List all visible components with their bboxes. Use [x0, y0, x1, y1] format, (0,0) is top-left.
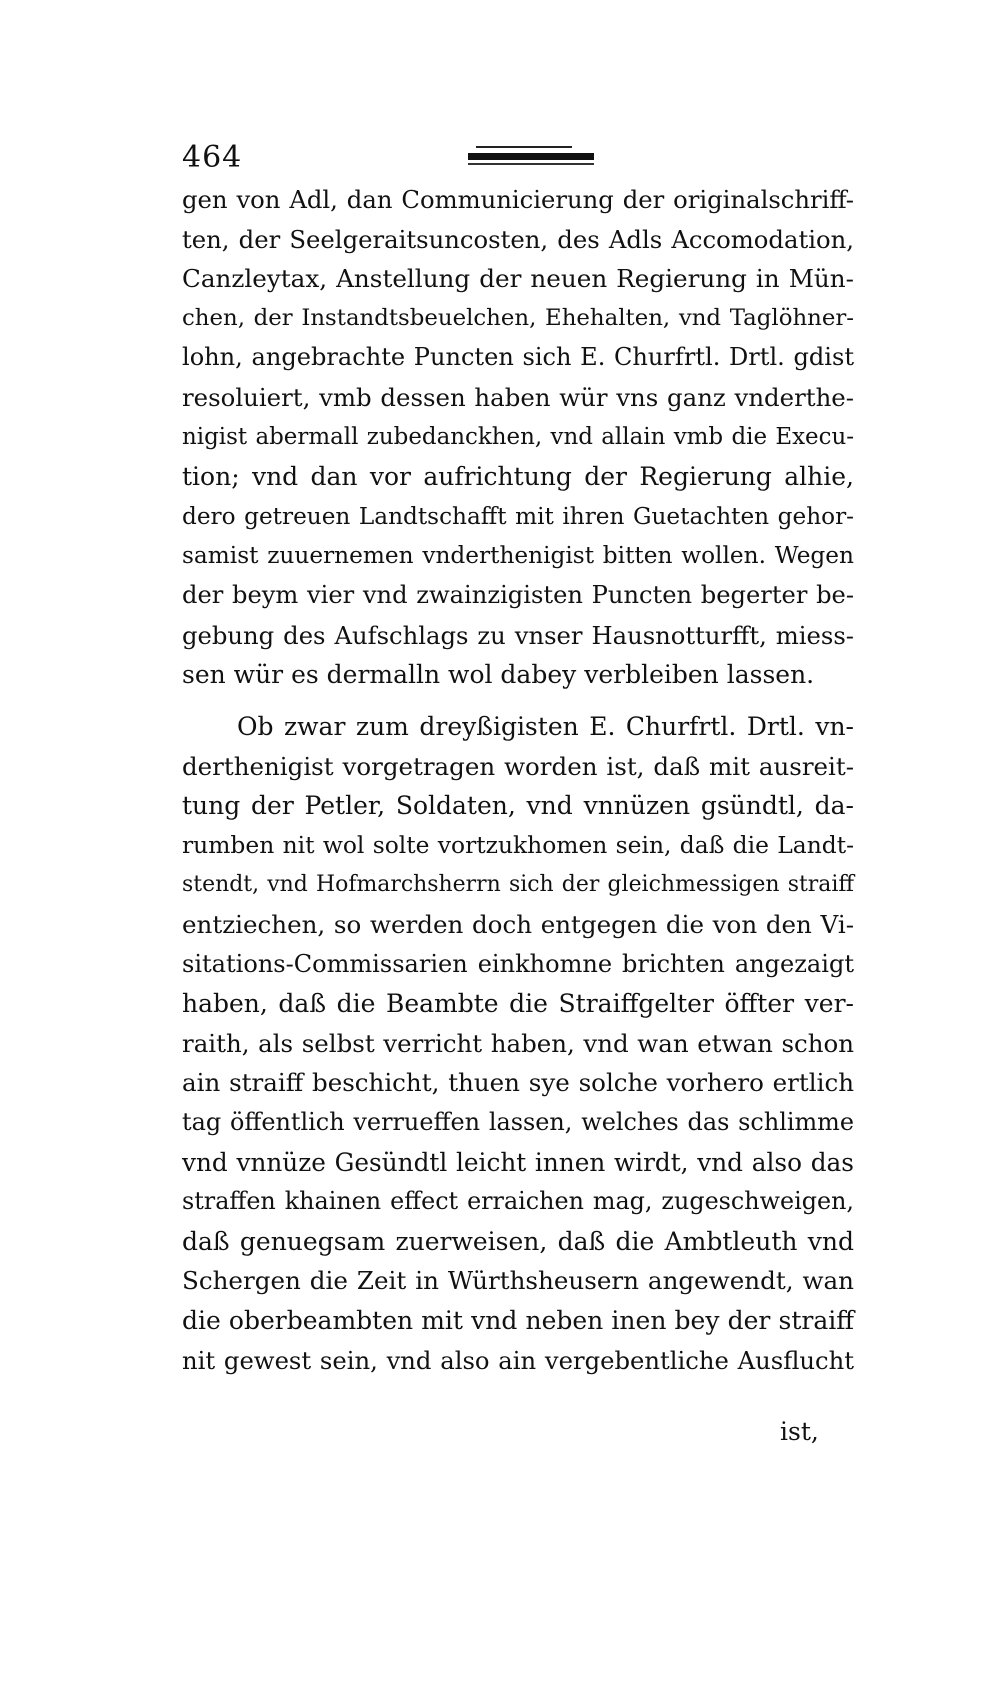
text-line: sitations-Commissarien einkhomne brichten angezaigt [182, 949, 854, 978]
text-line: rumben nit wol solte vortzukhomen sein, daß die Landt- [182, 830, 854, 859]
text-line: gebung des Aufschlags zu vnser Hausnotturfft, miess- [182, 620, 854, 650]
text-line: daß genuegsam zuerweisen, daß die Ambtleuth vnd [182, 1226, 854, 1256]
text-line: chen, der Instandtsbeuelchen, Ehehalten, vnd Taglöhner- [182, 304, 854, 331]
text-line: lohn, angebrachte Puncten sich E. Churfrtl. Drtl. gdist [182, 343, 854, 372]
text-line: vnd vnnüze Gesündtl leicht innen wirdt, vnd also das [182, 1147, 854, 1177]
text-line: tung der Petler, Soldaten, vnd vnnüzen gsündtl, da- [182, 791, 854, 821]
text-line: gen von Adl, dan Communicierung der originalschriff- [182, 185, 854, 214]
text-line: Ob zwar zum dreyßigisten E. Churfrtl. Drtl. vn- [237, 712, 854, 741]
text-line: Schergen die Zeit in Würthsheusern angewendt, wan [182, 1266, 854, 1296]
text-line: die oberbeambten mit vnd neben inen bey der straiff [182, 1305, 854, 1335]
text-line: dero getreuen Landtschafft mit ihren Guetachten gehor- [182, 502, 854, 530]
paragraph-1 [182, 180, 854, 695]
header-rule-ornament [468, 146, 594, 166]
text-line: samist zuuernemen vnderthenigist bitten wollen. Wegen [182, 542, 854, 570]
page-number: 464 [182, 140, 243, 175]
rule-thin-bottom [468, 163, 594, 165]
rule-thin-top [476, 146, 572, 148]
text-line: sen wür es dermalln wol dabey verbleiben lassen. [182, 660, 815, 690]
text-line: derthenigist vorgetragen worden ist, daß mit ausreit- [182, 751, 854, 781]
text-line: ain straiff beschicht, thuen sye solche vorhero ertlich [182, 1068, 854, 1098]
text-line: raith, als selbst verricht haben, vnd wan etwan schon [182, 1028, 854, 1058]
text-line: Canzleytax, Anstellung der neuen Regierung in Mün- [182, 264, 854, 294]
text-line: der beym vier vnd zwainzigisten Puncten begerter be- [182, 580, 854, 609]
text-line: tion; vnd dan vor aufrichtung der Regierung alhie, [182, 462, 854, 492]
catchword: ist, [780, 1417, 819, 1446]
text-line: entziechen, so werden doch entgegen die von den Vi- [182, 909, 854, 939]
text-line: nit gewest sein, vnd also ain vergebentliche Ausflucht [182, 1345, 854, 1375]
text-line: haben, daß die Beambte die Straiffgelter öffter ver- [182, 989, 854, 1019]
paragraph-2 [182, 707, 854, 1380]
text-line: tag öffentlich verrueffen lassen, welches das schlimme [182, 1107, 854, 1136]
text-line: straffen khainen effect erraichen mag, zugeschweigen, [182, 1187, 854, 1216]
text-line: resoluiert, vmb dessen haben wür vns ganz vnderthe- [182, 382, 854, 412]
text-line: stendt, vnd Hofmarchsherrn sich der gleichmessigen straiff [182, 872, 854, 898]
rule-thick [468, 153, 594, 160]
text-line: nigist abermall zubedanckhen, vnd allain vmb die Execu- [182, 423, 854, 450]
text-line: ten, der Seelgeraitsuncosten, des Adls Accomodation, [182, 224, 854, 254]
